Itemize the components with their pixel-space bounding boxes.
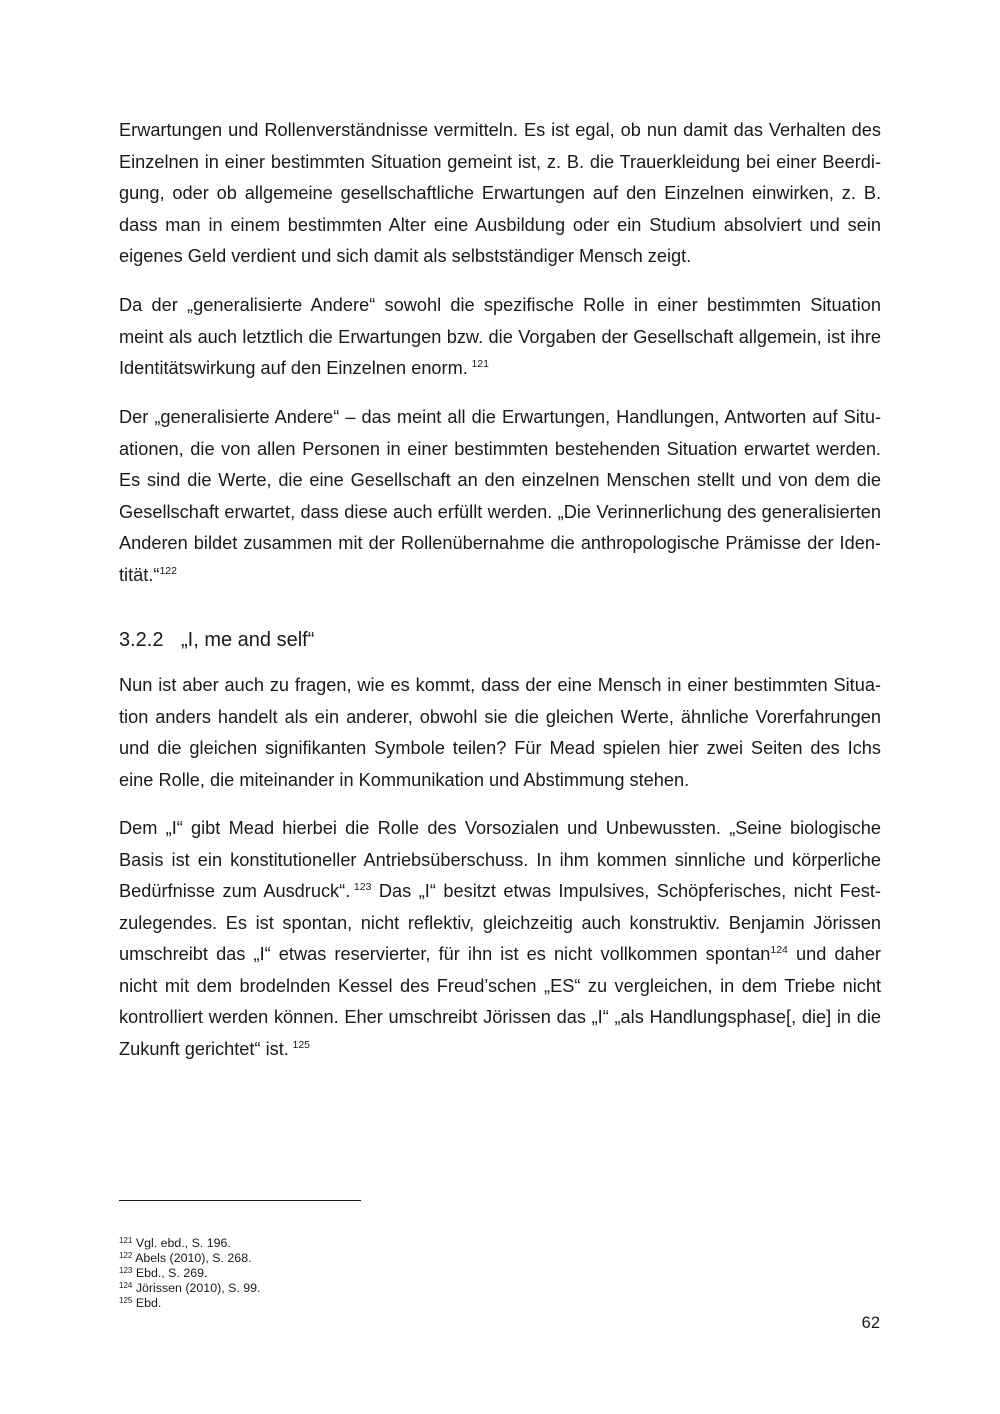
footnotes [119,1236,260,1311]
paragraph-1 [119,115,881,273]
text-line: nicht mit dem brodelnden Kessel des Freud’schen „ES“ zu vergleichen, in dem Triebe nicht [119,975,881,996]
footnote-text: Vgl. ebd., S. 196. [135,1236,231,1250]
text-line: ationen, die von allen Personen in einer bestimmten bestehenden Situation erwartet werden. [119,438,881,459]
line-text: Identitätswirkung auf den Einzelnen enorm. [119,358,468,378]
footnote-number: 122 [119,1251,133,1260]
text-line: Es sind die Werte, die eine Gesellschaft an den einzelnen Menschen stellt und von dem die [119,470,881,490]
text-line: Erwartungen und Rollenverständnisse vermitteln. Es ist egal, ob nun damit das Verhalten des [119,120,881,140]
line-text: Zukunft gerichtet“ ist. [119,1038,289,1059]
footnote-number: 124 [119,1281,133,1290]
paragraph-2 [119,290,881,385]
footnote [119,1251,260,1266]
footnote-ref-123: 123 [353,881,372,893]
footnote-text: Ebd., S. 269. [135,1266,208,1280]
section-heading [119,626,314,654]
text-line: eigenes Geld verdient und sich damit als selbstständiger Mensch zeigt. [119,246,692,266]
text-line: eine Rolle, die miteinander in Kommunikation und Abstimmung stehen. [119,769,690,790]
text-line [119,353,881,385]
line-text-after: und daher [787,944,881,964]
text-line: tion anders handelt als ein anderer, obwohl sie die gleichen Werte, ähnliche Vorerfahrungen [119,706,881,727]
section-title: „I, me and self“ [181,629,315,651]
footnote [119,1281,260,1296]
text-line [119,939,881,971]
footnote [119,1296,260,1311]
line-text: umschreibt das „I“ etwas reservierter, für ihn ist es nicht vollkommen spontan [119,944,771,964]
footnote-ref-125: 125 [292,1038,311,1051]
page-number: 62 [861,1314,880,1332]
text-line: Nun ist aber auch zu fragen, wie es kommt, dass der eine Mensch in einer bestimmten Situa- [119,675,881,695]
text-line: Gesellschaft erwartet, dass diese auch erfüllt werden. „Die Verinnerlichung des generalisierten [119,501,881,522]
line-text: tität.“ [119,564,160,585]
text-line: Der „generalisierte Andere“ – das meint all die Erwartungen, Handlungen, Antworten auf Situ- [119,407,881,427]
text-line: Anderen bildet zusammen mit der Rollenübernahme die anthropologische Prämisse der Iden- [119,533,881,553]
text-line: zulegendes. Es ist spontan, nicht reflektiv, gleichzeitig auch konstruktiv. Benjamin Jörissen [119,912,881,933]
footnote-ref-124: 124 [770,944,788,956]
paragraph-4 [119,670,881,796]
footnote [119,1266,260,1281]
text-line: dass man in einem bestimmten Alter eine Ausbildung oder ein Studium absolviert und sein [119,214,881,235]
text-line: Da der „generalisierte Andere“ sowohl die spezifische Rolle in einer bestimmten Situation [119,295,881,315]
footnote-text: Ebd. [135,1296,162,1310]
text-line [119,876,881,908]
footnote-number: 121 [119,1236,133,1245]
text-line: gung, oder ob allgemeine gesellschaftliche Erwartungen auf den Einzelnen einwirken, z. B. [119,183,881,203]
paragraph-3 [119,402,881,591]
text-line: Basis ist ein konstitutioneller Antriebsüberschuss. In ihm kommen sinnliche und körperliche [119,849,881,870]
footnote-ref-122: 122 [159,564,177,577]
section-number: 3.2.2 [119,629,164,651]
footnote [119,1236,260,1251]
text-line: und die gleichen signifikanten Symbole teilen? Für Mead spielen hier zwei Seiten des Ichs [119,738,881,758]
text-line [119,560,881,592]
footnote-number: 123 [119,1266,133,1275]
text-line: kontrolliert werden können. Eher umschreibt Jörissen das „I“ „als Handlungsphase[, die] in die [119,1007,881,1027]
text-line: Dem „I“ gibt Mead hierbei die Rolle des Vorsozialen und Unbewussten. „Seine biologische [119,818,881,838]
footnote-ref-121: 121 [471,358,489,370]
text-line: meint als auch letztlich die Erwartungen bzw. die Vorgaben der Gesellschaft allgemein, ist ihre [119,326,881,347]
paragraph-5 [119,813,881,1065]
footnote-text: Jörissen (2010), S. 99. [135,1281,261,1295]
line-text: Bedürfnisse zum Ausdruck“. [119,881,351,901]
text-line [119,1034,881,1066]
footnote-text: Abels (2010), S. 268. [135,1251,252,1265]
footnote-number: 125 [119,1296,133,1305]
text-line: Einzelnen in einer bestimmten Situation gemeint ist, z. B. die Trauerkleidung bei einer Beerdi- [119,151,881,172]
footnote-separator [119,1200,361,1201]
line-text-after: Das „I“ besitzt etwas Impulsives, Schöpferisches, nicht Fest- [371,881,881,901]
